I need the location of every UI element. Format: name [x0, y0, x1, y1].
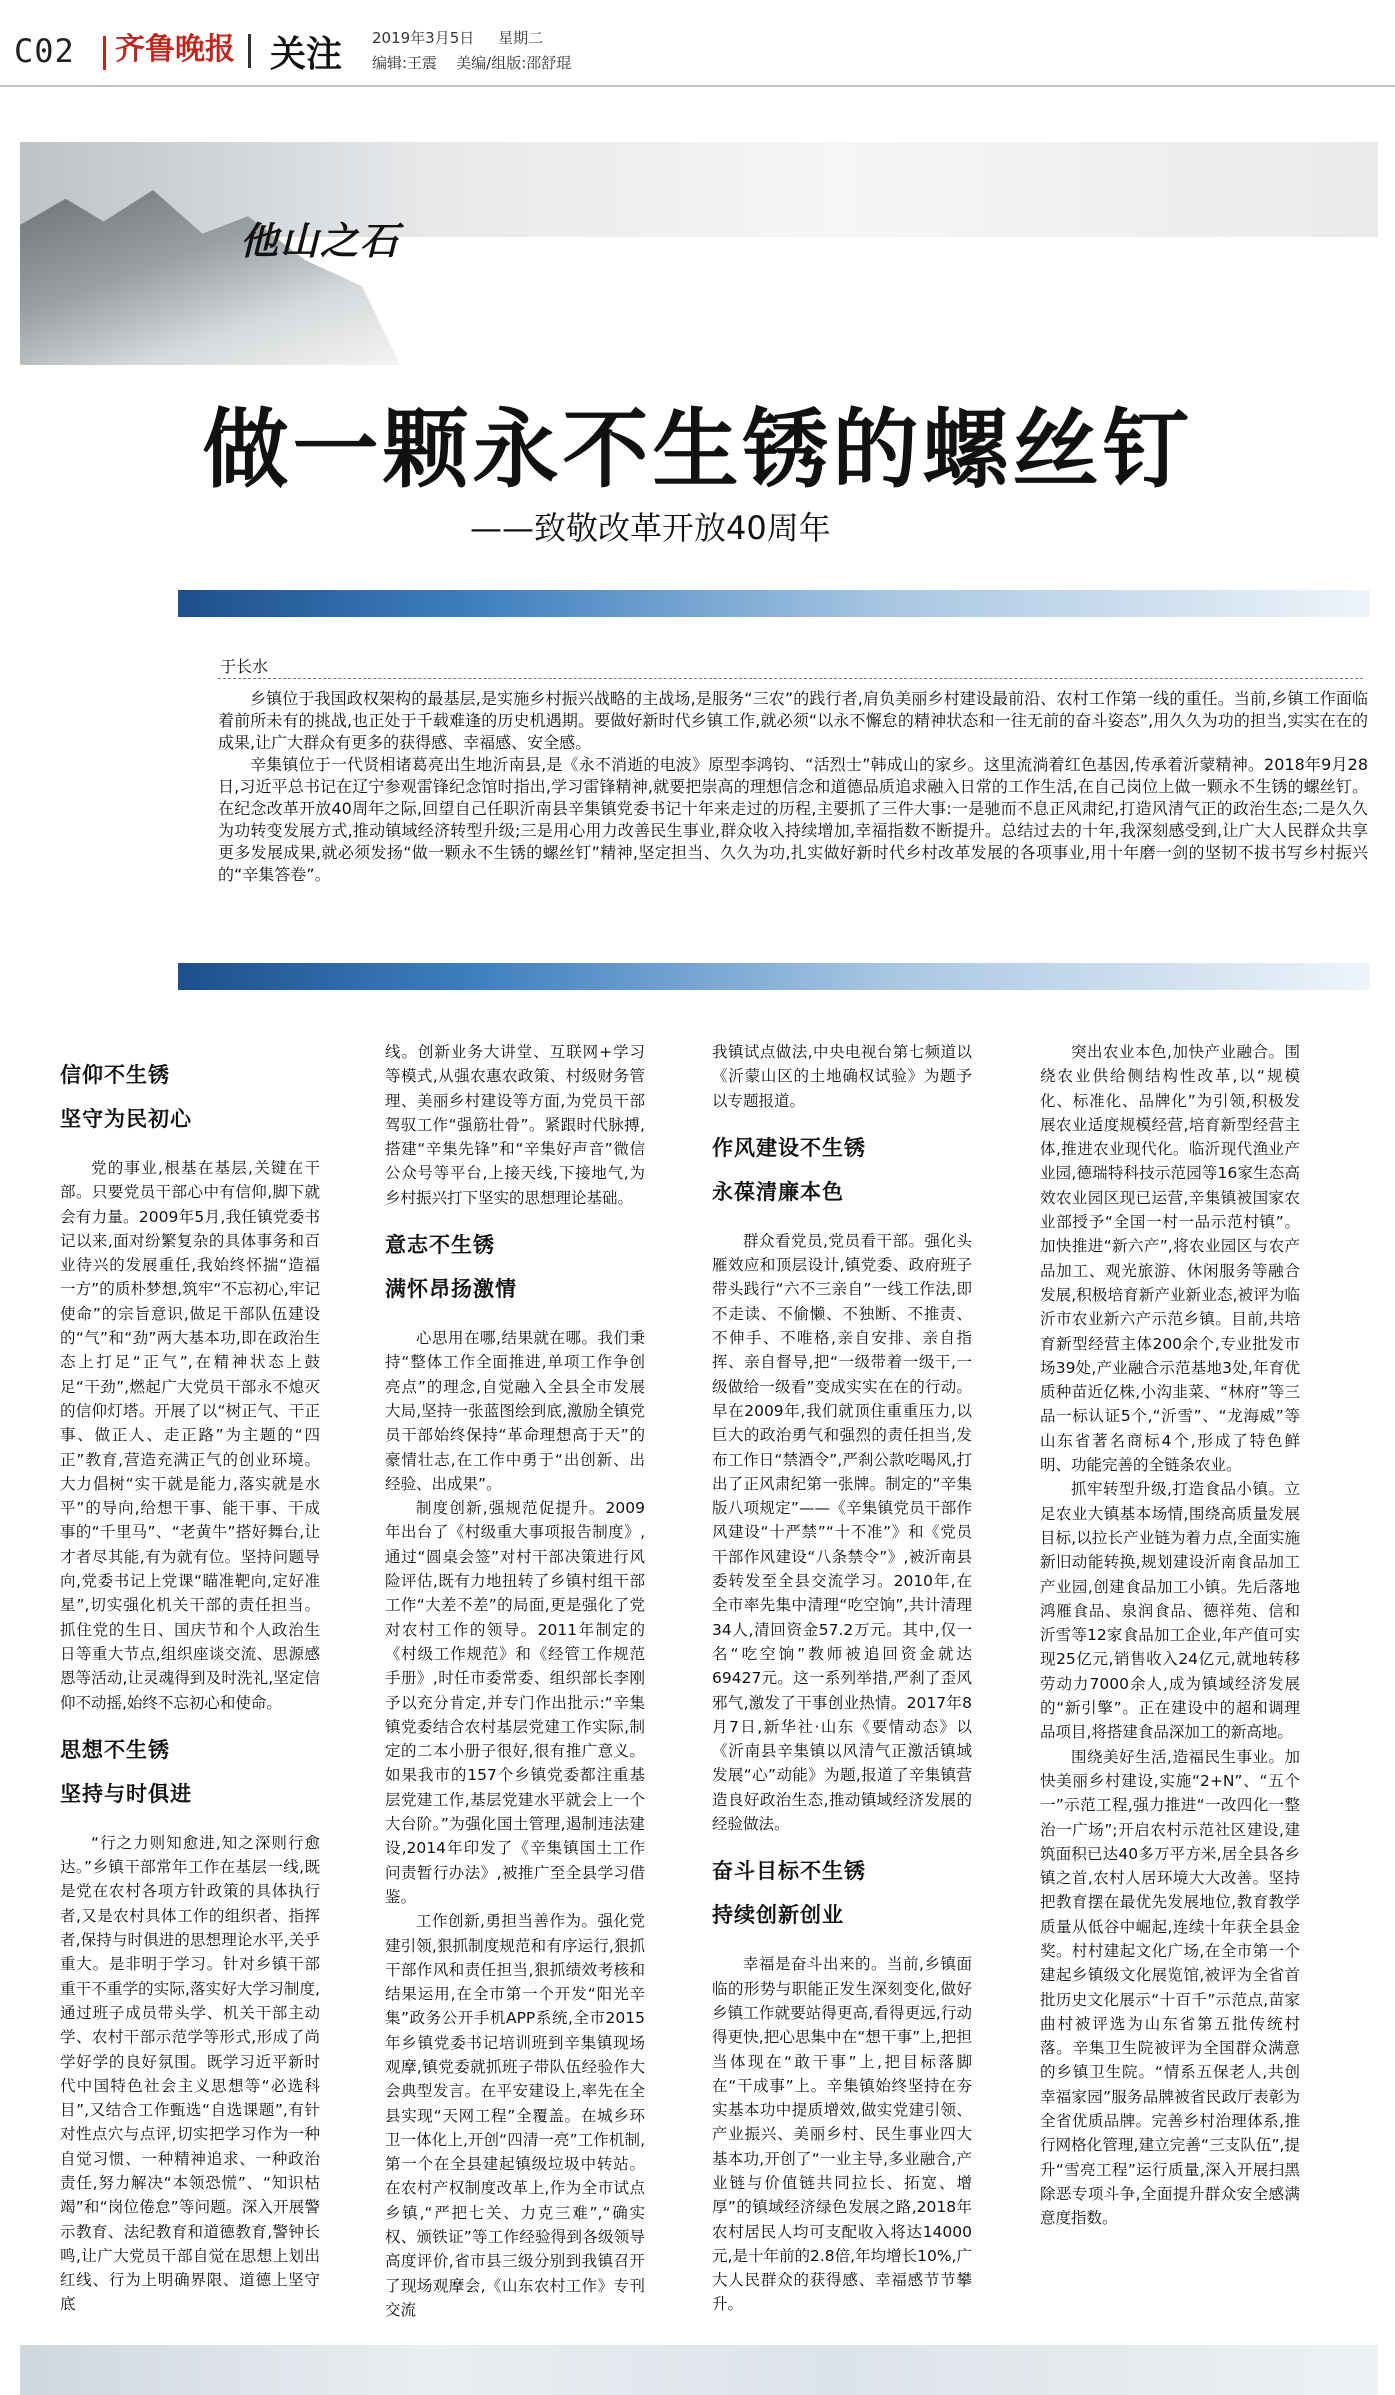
section-subheading: 永葆清廉本色: [712, 1179, 844, 1204]
column-calligraphy: 他山之石: [240, 218, 401, 263]
paragraph: 线。创新业务大讲堂、互联网+学习等模式,从强农惠农政策、村级财务管理、美丽乡村建设等方面,为党员干部驾驭工作“强筋壮骨”。紧跟时代脉搏,搭建“辛集先锋”和“辛集好声音”微信公众号等平台,上接天线,下接地气,为乡村振兴打下坚实的思想理论基础。: [385, 1043, 645, 1207]
section-heading: 作风建设不生锈: [712, 1135, 866, 1160]
page-number: C02: [14, 32, 75, 70]
section-subheading: 坚持与时俱进: [60, 1781, 192, 1806]
issue-date-line: [372, 27, 543, 48]
paragraph: 幸福是奋斗出来的。当前,乡镇面临的形势与职能正发生深刻变化,做好乡镇工作就要站得更高,看得更远,行动得更快,把心思集中在“想干事”上,把担当体现在“敢干事”上,把目标落脚在“干成事”上。辛集镇始终坚持在夯实基本功中提质增效,做实党建引领、产业振兴、美丽乡村、民生事业四大基本功,开创了“一业主导,多业融合,产业链与价值链共同拉长、拓宽、增厚”的镇域经济绿色发展之路,2018年农村居民人均可支配收入将达14000元,是十年前的2.8倍,年均增长10%,广大人民群众的获得感、幸福感节节攀升。: [712, 1955, 972, 2314]
section-subheading: 持续创新创业: [712, 1903, 844, 1928]
decor-bar-top: [178, 590, 1370, 617]
footer-landscape: [20, 2345, 1378, 2395]
section-heading: 思想不生锈: [60, 1737, 170, 1762]
column-3: [712, 1040, 972, 2317]
paragraph: “行之力则知愈进,知之深则行愈达。”乡镇干部常年工作在基层一线,既是党在农村各项方针政策的具体执行者,又是农村具体工作的组织者、指挥者,保持与时俱进的思想理论水平,关乎重大。是非明于学习。针对乡镇干部重干不重学的实际,落实好大学习制度,通过班子成员带头学、机关干部主动学、农村干部示范学等形式,形成了尚学好学的良好氛围。既学习近平新时代中国特色社会主义思想等“必选科目”,又结合工作甄选“自选课题”,有针对性点穴与点评,切实把学习作为一种自觉习惯、一种精神追求、一种政治责任,努力解决“本领恐慌”、“知识枯竭”和“岗位倦怠”等问题。深入开展警示教育、法纪教育和道德教育,警钟长鸣,让广大党员干部自觉在思想上划出红线、行为上明确界限、道德上坚守底: [60, 1833, 320, 2314]
intro-paragraph: 乡镇位于我国政权架构的最基层,是实施乡村振兴战略的主战场,是服务“三农”的践行者,肩负美丽乡村建设最前沿、农村工作第一线的重任。当前,乡镇工作面临着前所未有的挑战,也正处于千载难逢的历史机遇期。要做好新时代乡镇工作,就必须“以永不懈怠的精神状态和一往无前的奋斗姿态”,用久久为功的担当,实实在在的成果,让广大群众有更多的获得感、幸福感、安全感。: [218, 689, 1368, 752]
editor-line: [372, 52, 571, 73]
paragraph: 制度创新,强规范促提升。2009年出台了《村级重大事项报告制度》,通过“圆桌会签”对村干部决策进行风险评估,既有力地扭转了乡镇村组干部工作“大差不差”的局面,更是强化了党对农村工作的领导。2011年制定的《村级工作规范》和《经管工作规范手册》,时任市委常委、组织部长李刚予以充分肯定,并专门作出批示:“辛集镇党委结合农村基层党建工作实际,制定的二本小册子很好,很有推广意义。如果我市的157个乡镇党委都注重基层党建工作,基层党建水平就会上一个大台阶。”为强化国土管理,遏制违法建设,2014年印发了《辛集镇国土工作问责暂行办法》,被推广至全县学习借鉴。: [385, 1499, 645, 1906]
editor: 编辑:王震: [372, 54, 438, 72]
header-rule: [0, 85, 1395, 87]
paragraph: 我镇试点做法,中央电视台第七频道以《沂蒙山区的土地确权试验》为题予以专题报道。: [712, 1043, 972, 1110]
article-intro: [218, 688, 1368, 886]
article-subtitle: ——致敬改革开放40周年: [470, 509, 831, 547]
decor-bar-bottom: [178, 963, 1370, 990]
newspaper-logo: 齐鲁晚报: [115, 32, 235, 67]
section-title: 关注: [270, 34, 343, 75]
column-1: [60, 1040, 320, 2317]
section-subheading: 满怀昂扬激情: [385, 1277, 517, 1302]
intro-paragraph: 辛集镇位于一代贤相诸葛亮出生地沂南县,是《永不消逝的电波》原型李鸿钧、“活烈士”韩成山的家乡。这里流淌着红色基因,传承着沂蒙精神。2018年9月28日,习近平总书记在辽宁参观雷锋纪念馆时指出,学习雷锋精神,就要把崇高的理想信念和道德品质追求融入日常的工作生活,在自己岗位上做一颗永不生锈的螺丝钉。在纪念改革开放40周年之际,回望自己任职沂南县辛集镇党委书记十年来走过的历程,主要抓了三件大事:一是驰而不息正风肃纪,打造风清气正的政治生态;二是久久为功转变发展方式,推动镇域经济转型升级;三是用心用力改善民生事业,群众收入持续增加,幸福指数不断提升。总结过去的十年,我深刻感受到,让广大人民群众共享更多发展成果,就必须发扬“做一颗永不生锈的螺丝钉”精神,坚定担当、久久为功,扎实做好新时代乡村改革发展的各项事业,用十年磨一剑的坚韧不拔书写乡村振兴的“辛集答卷”。: [218, 755, 1368, 884]
section-heading: 奋斗目标不生锈: [712, 1859, 866, 1884]
paragraph: 心思用在哪,结果就在哪。我们秉持“整体工作全面推进,单项工作争创亮点”的理念,自觉融入全县全市发展大局,坚持一张蓝图绘到底,激励全镇党员干部始终保持“革命理想高于天”的豪情壮志,在工作中勇于“出创新、出经验、出成果”。: [385, 1329, 645, 1493]
article-title: 做一颗永不生锈的螺丝钉: [202, 400, 1193, 500]
paragraph: 围绕美好生活,造福民生事业。加快美丽乡村建设,实施“2+N”、“五个一”示范工程,强力推进“一改四化一整治一广场”;开启农村示范社区建设,建筑面积已达40多万平方米,居全县各乡镇之首,农村人居环境大大改善。坚持把教育摆在最优先发展地位,教育教学质量从低谷中崛起,连续十年获全县金奖。村村建起文化广场,在全市第一个建起乡镇级文化展览馆,被评为全省首批历史文化展示“十百千”示范点,苗家曲村被评选为山东省第五批传统村落。辛集卫生院被评为全国群众满意的乡镇卫生院。“情系五保老人,共创幸福家园”服务品牌被省民政厅表彰为全省优质品牌。完善乡村治理体系,推行网格化管理,建立完善“三支队伍”,提升“雪亮工程”运行质量,深入开展扫黑除恶专项斗争,全面提升群众安全感满意度指数。: [1040, 1747, 1300, 2228]
divider: [248, 34, 251, 68]
section-heading: 意志不生锈: [385, 1233, 495, 1258]
column-4: [1040, 1040, 1300, 2231]
paragraph: 党的事业,根基在基层,关键在干部。只要党员干部心中有信仰,脚下就会有力量。2009年5月,我任镇党委书记以来,面对纷繁复杂的具体事务和百业待兴的发展重任,我始终怀揣“造福一方”的质朴梦想,筑牢“不忘初心,牢记使命”的宗旨意识,做足干部队伍建设的“气”和“劲”两大基本功,即在政治生态上打足“正气”,在精神状态上鼓足“干劲”,燃起广大党员干部永不熄灭的信仰灯塔。开展了以“树正气、干正事、做正人、走正路”为主题的“四正”教育,营造充满正气的创业环境。大力倡树“实干就是能力,落实就是水平”的导向,给想干事、能干事、干成事的“千里马”、“老黄牛”搭好舞台,让才者尽其能,有为就有位。坚持问题导向,党委书记上党课“瞄准靶向,定好准星”,切实强化机关干部的责任担当。抓住党的生日、国庆节和个人政治生日等重大节点,组织座谈交流、思源感恩等活动,让灵魂得到及时洗礼,坚定信仰不动摇,始终不忘初心和使命。: [60, 1159, 320, 1712]
paragraph: 突出农业本色,加快产业融合。围绕农业供给侧结构性改革,以“规模化、标准化、品牌化”为引领,积极发展农业适度规模经营,培育新型经营主体,推进农业现代化。临沂现代渔业产业园,德瑞特科技示范园等16家生态高效农业园区现已运营,辛集镇被国家农业部授予“全国一村一品示范村镇”。加快推进“新六产”,将农业园区与农产品加工、观光旅游、休闲服务等融合发展,积极培育新产业新业态,被评为临沂市农业新六产示范乡镇。目前,共培育新型经营主体200余个,专业批发市场39处,产业融合示范基地3处,年育优质种苗近亿株,小沟韭菜、“林府”等三品一标认证5个,“沂雪”、“龙海威”等山东省著名商标4个,形成了特色鲜明、功能完善的全链条农业。: [1040, 1043, 1300, 1475]
paragraph: 群众看党员,党员看干部。强化头雁效应和顶层设计,镇党委、政府班子带头践行“六不三亲自”一线工作法,即不走读、不偷懒、不独断、不推责、不伸手、不唯格,亲自安排、亲自指挥、亲自督导,把“一级带着一级干,一级做给一级看”变成实实在在的行动。早在2009年,我们就顶住重重压力,以巨大的政治勇气和强烈的责任担当,发布工作日“禁酒令”,严刹公款吃喝风,打出了正风肃纪第一张牌。制定的“辛集版八项规定”——《辛集镇党员干部作风建设“十严禁”“十不准”》和《党员干部作风建设“八条禁令”》,被沂南县委转发至全县交流学习。2010年,在全市率先集中清理“吃空饷”,共计清理34人,清回资金57.2万元。其中,仅一名“吃空饷”教师被追回资金就达69427元。这一系列举措,严刹了歪风邪气,激发了干事创业热情。2017年8月7日,新华社·山东《要情动态》以《沂南县辛集镇以风清气正激活镇域发展“心”动能》为题,报道了辛集镇营造良好政治生态,推动镇域经济发展的经验做法。: [712, 1231, 972, 1834]
section-heading: 信仰不生锈: [60, 1063, 170, 1087]
divider: [103, 36, 106, 70]
issue-date: 2019年3月5日: [372, 29, 475, 47]
paragraph: 抓牢转型升级,打造食品小镇。立足农业大镇基本场情,围绕高质量发展目标,以拉长产业链为着力点,全面实施新旧动能转换,规划建设沂南食品加工产业园,创建食品加工小镇。先后落地鸿雁食品、泉润食品、德祥苑、信和沂雪等12家食品加工企业,年产值可实现25亿元,销售收入24亿元,就地转移劳动力7000余人,成为镇域经济发展的“新引擎”。正在建设中的超和调理品项目,将搭建食品深加工的新高地。: [1040, 1480, 1300, 1742]
art-editor: 美编/组版:邵舒琨: [456, 54, 572, 72]
landscape-banner: [20, 142, 1378, 237]
section-subheading: 坚守为民初心: [60, 1107, 192, 1131]
author-byline: 于长水: [220, 657, 269, 676]
byline-rule: [218, 678, 1363, 679]
paragraph: 工作创新,勇担当善作为。强化党建引领,狠抓制度规范和有序运行,狠抓干部作风和责任担当,狠抓绩效考核和结果运用,在全市第一个开发“阳光辛集”政务公开手机APP系统,全市2015年乡镇党委书记培训班到辛集镇现场观摩,镇党委就抓班子带队伍经验作大会典型发言。在平安建设上,率先在全县实现“天网工程”全覆盖。在城乡环卫一体化上,开创“四清一亮”工作机制,第一个在全县建起镇级垃圾中转站。在农村产权制度改革上,作为全市试点乡镇,“严把七关、力克三难”,“确实权、颁铁证”等工作经验得到各级领导高度评价,省市县三级分别到我镇召开了现场观摩会,《山东农村工作》专刊交流: [385, 1912, 645, 2319]
issue-weekday: 星期二: [498, 29, 544, 47]
column-2: [385, 1040, 645, 2322]
